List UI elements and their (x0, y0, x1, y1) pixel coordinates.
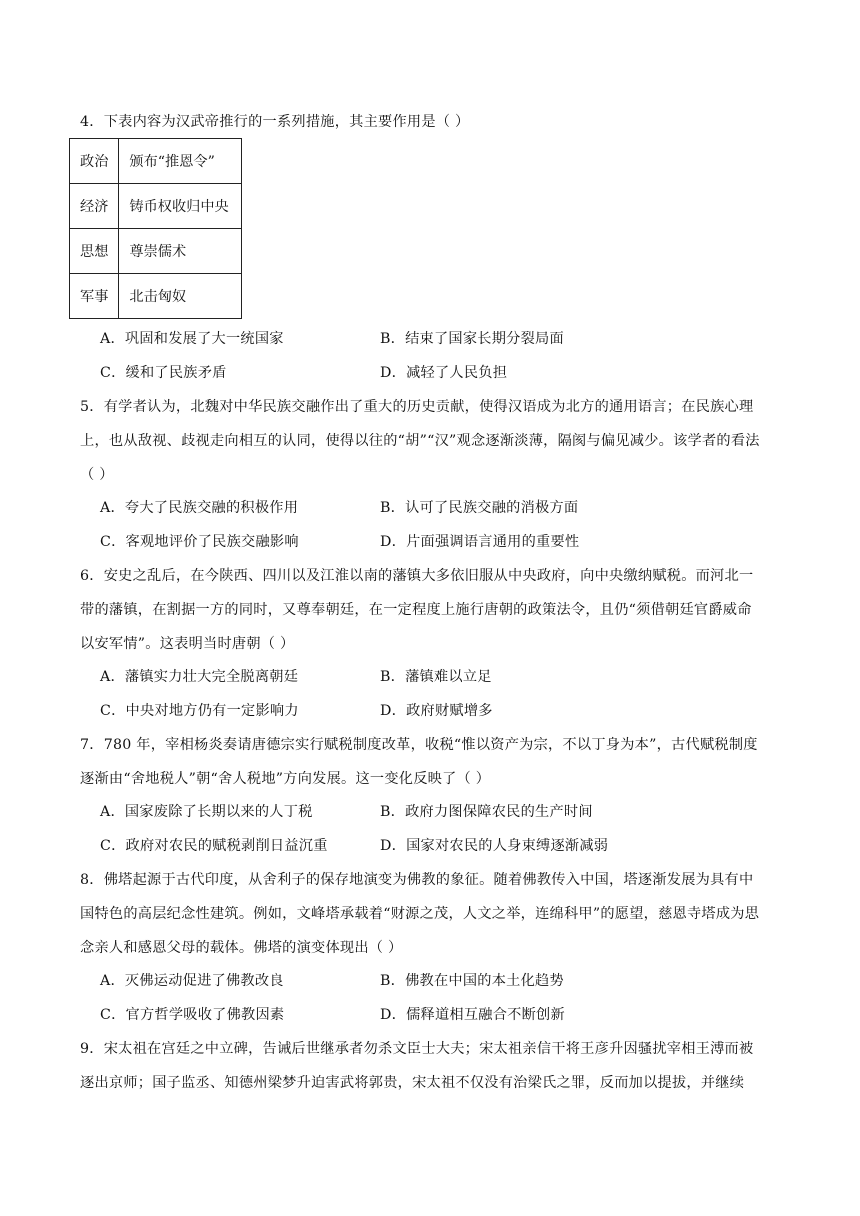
q6-option-c: C．中央对地方仍有一定影响力 (100, 703, 299, 719)
q9-stem-line: 逐出京师；国子监丞、知德州梁梦升迫害武将郭贵，宋太祖不仅没有治梁氏之罪，反而加以提拔，并继续 (80, 1075, 745, 1091)
table-cell-category: 思想 (70, 229, 119, 274)
table-cell-measure: 铸币权收归中央 (119, 184, 242, 229)
q8-option-c: C．官方哲学吸收了佛教因素 (100, 1007, 285, 1023)
q6-option-d: D．政府财赋增多 (380, 703, 493, 719)
q4-option-b: B．结束了国家长期分裂局面 (380, 331, 564, 347)
table-cell-measure: 尊崇儒术 (119, 229, 242, 274)
table-cell-category: 经济 (70, 184, 119, 229)
q6-option-b: B．藩镇难以立足 (380, 669, 492, 685)
q7-stem-line: 7．780 年，宰相杨炎奏请唐德宗实行赋税制度改革，收税“惟以资产为宗，不以丁身为本”，古代赋税制度 (80, 737, 758, 753)
q5-option-d: D．片面强调语言通用的重要性 (380, 534, 580, 550)
q7-stem-line: 逐渐由“舍地税人”朝“舍人税地”方向发展。这一变化反映了（ ） (80, 771, 491, 787)
q8-stem-line: 念亲人和感恩父母的载体。佛塔的演变体现出（ ） (80, 940, 403, 956)
q5-option-b: B．认可了民族交融的消极方面 (380, 500, 579, 516)
table-row (70, 184, 242, 229)
table-cell-category: 军事 (70, 274, 119, 319)
q8-option-b: B．佛教在中国的本土化趋势 (380, 973, 564, 989)
q5-stem-line: 上，也从敌视、歧视走向相互的认同，使得以往的“胡”“汉”观念逐渐淡薄，隔阂与偏见减少。该学者的看法 (80, 433, 760, 449)
q7-option-b: B．政府力图保障农民的生产时间 (380, 804, 593, 820)
q5-stem-line: （ ） (80, 467, 114, 483)
q9-stem-line: 9．宋太祖在宫廷之中立碑，告诫后世继承者勿杀文臣士大夫；宋太祖亲信干将王彦升因骚扰宰相王溥而被 (80, 1041, 754, 1057)
q6-stem-line: 带的藩镇，在割据一方的同时，又尊奉朝廷，在一定程度上施行唐朝的政策法令，且仍“须借朝廷官爵威命 (80, 602, 752, 618)
q6-stem-line: 6．安史之乱后，在今陕西、四川以及江淮以南的藩镇大多依旧服从中央政府，向中央缴纳赋税。而河北一 (80, 568, 754, 584)
q4-stem: 4．下表内容为汉武帝推行的一系列措施，其主要作用是（ ） (80, 114, 470, 130)
q8-stem-line: 8．佛塔起源于古代印度，从舍利子的保存地演变为佛教的象征。随着佛教传入中国，塔逐渐发展为具有中 (80, 872, 754, 888)
q4-option-a: A．巩固和发展了大一统国家 (100, 331, 284, 347)
q5-option-a: A．夸大了民族交融的积极作用 (100, 500, 299, 516)
q5-stem-line: 5．有学者认为，北魏对中华民族交融作出了重大的历史贡献，使得汉语成为北方的通用语言；在民族心理 (80, 399, 754, 415)
q4-measures-table (69, 138, 242, 319)
q6-stem-line: 以安军情”。这表明当时唐朝（ ） (80, 636, 295, 652)
table-row (70, 229, 242, 274)
table-cell-measure: 颁布“推恩令” (119, 139, 242, 184)
q4-option-d: D．减轻了人民负担 (380, 365, 508, 381)
q4-option-c: C．缓和了民族矛盾 (100, 365, 227, 381)
q5-option-c: C．客观地评价了民族交融影响 (100, 534, 299, 550)
q6-option-a: A．藩镇实力壮大完全脱离朝廷 (100, 669, 299, 685)
table-cell-measure: 北击匈奴 (119, 274, 242, 319)
table-row (70, 274, 242, 319)
q7-option-c: C．政府对农民的赋税剥削日益沉重 (100, 838, 328, 854)
table-cell-category: 政治 (70, 139, 119, 184)
q8-option-a: A．灭佛运动促进了佛教改良 (100, 973, 284, 989)
table-row (70, 139, 242, 184)
q8-option-d: D．儒释道相互融合不断创新 (380, 1007, 565, 1023)
q7-option-a: A．国家废除了长期以来的人丁税 (100, 804, 313, 820)
q8-stem-line: 国特色的高层纪念性建筑。例如，文峰塔承载着“财源之茂，人文之举，连绵科甲”的愿望，慈恩寺塔成为思 (80, 906, 760, 922)
q7-option-d: D．国家对农民的人身束缚逐渐减弱 (380, 838, 609, 854)
